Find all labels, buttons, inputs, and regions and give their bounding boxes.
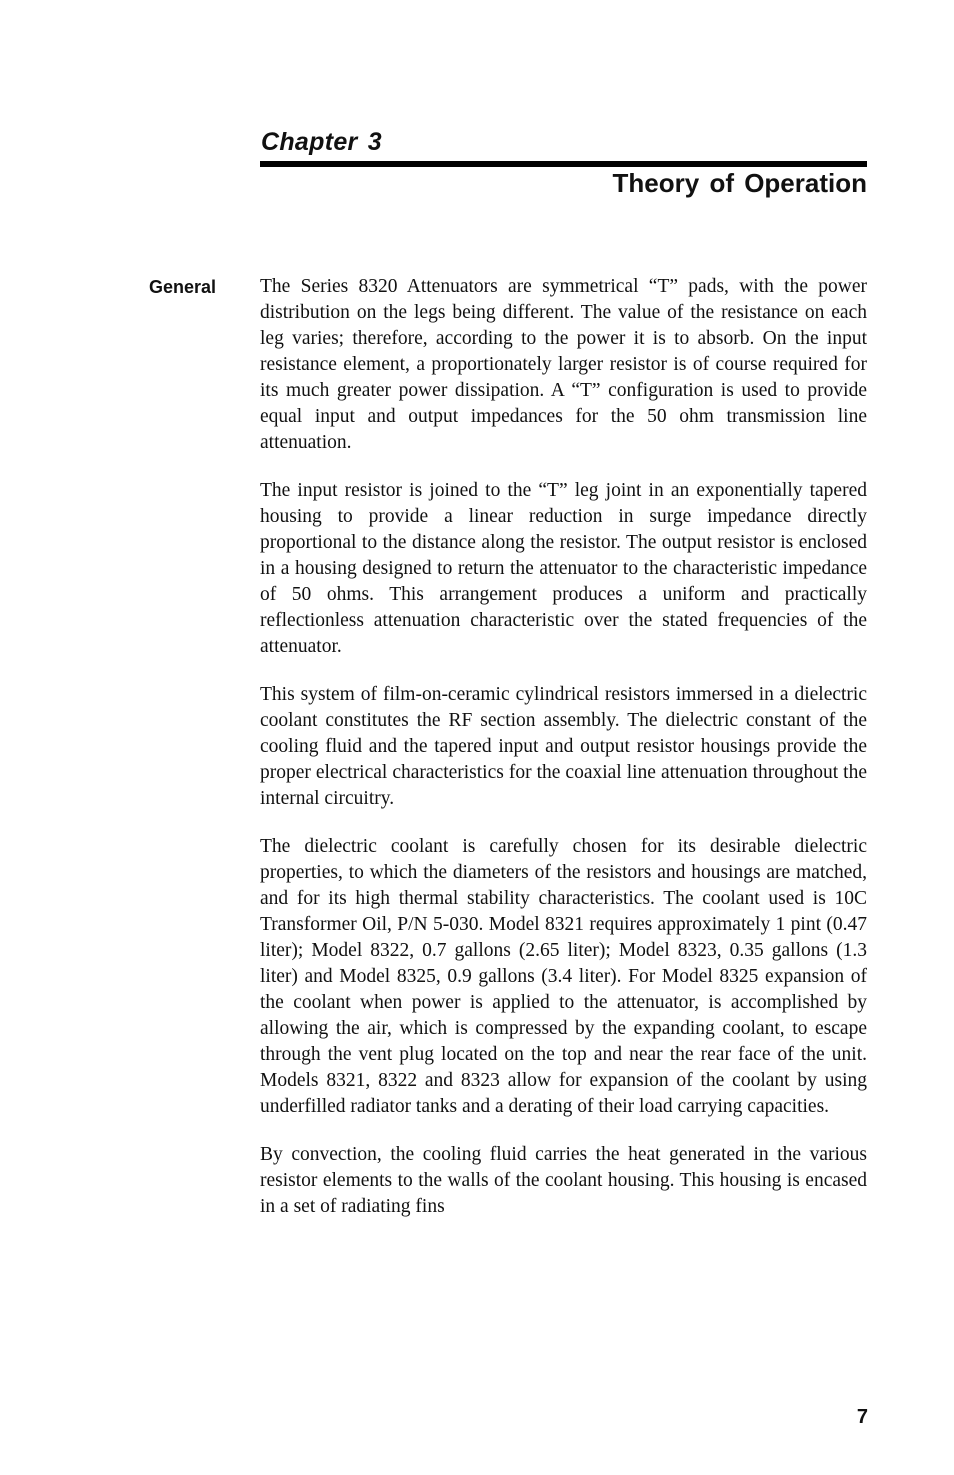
chapter-rule <box>260 161 867 167</box>
body-text <box>260 274 867 1242</box>
chapter-label: Chapter 3 <box>261 128 383 156</box>
page-number: 7 <box>856 1406 868 1428</box>
paragraph-1: The Series 8320 Attenuators are symmetrical “T” pads, with the power distribution on the legs being different. The value of the resistance on each leg varies; therefore, according to the power it is to absorb. On the input resistance element, a proportionately larger resistor is of course required for its much greater power dissipation. A “T” configuration is used to provide equal input and output impedances for the 50 ohm transmission line attenuation. <box>260 276 867 453</box>
paragraph-4: The dielectric coolant is carefully chosen for its desirable dielectric properties, to which the diameters of the resistors and housings are matched, and for its high thermal stability characteristics. The coolant used is 10C Transformer Oil, P/N 5-030. Model 8321 requires approximately 1 pint (0.47 liter); Model 8322, 0.7 gallons (2.65 liter); Model 8323, 0.35 gallons (1.3 liter) and Model 8325, 0.9 gallons (3.4 liter). For Model 8325 expansion of the coolant when power is applied to the attenuator, is accomplished by allowing the air, which is compressed by the expanding coolant, to escape through the vent plug located on the top and near the rear face of the unit. Models 8321, 8322 and 8323 allow for expansion of the coolant by using underfilled radiator tanks and a derating of their load carrying capacities. <box>260 836 867 1117</box>
paragraph-3: This system of film-on-ceramic cylindrical resistors immersed in a dielectric coolant constitutes the RF section assembly. The dielectric constant of the cooling fluid and the tapered input and output resistor housings provide the proper electrical characteristics for the coaxial line attenuation throughout the internal circuitry. <box>260 684 867 809</box>
paragraph-2: The input resistor is joined to the “T” leg joint in an exponentially tapered housing to provide a linear reduction in surge impedance directly proportional to the distance along the resistor. The output resistor is enclosed in a housing designed to return the attenuator to the characteristic impedance of 50 ohms. This arrangement produces a uniform and practically reflectionless attenuation characteristic over the stated frequencies of the attenuator. <box>260 480 867 657</box>
chapter-title: Theory of Operation <box>612 168 867 198</box>
section-label-general: General <box>148 277 216 297</box>
paragraph-5: By convection, the cooling fluid carries the heat generated in the various resistor elements to the walls of the coolant housing. This housing is encased in a set of radiating fins <box>260 1144 867 1217</box>
